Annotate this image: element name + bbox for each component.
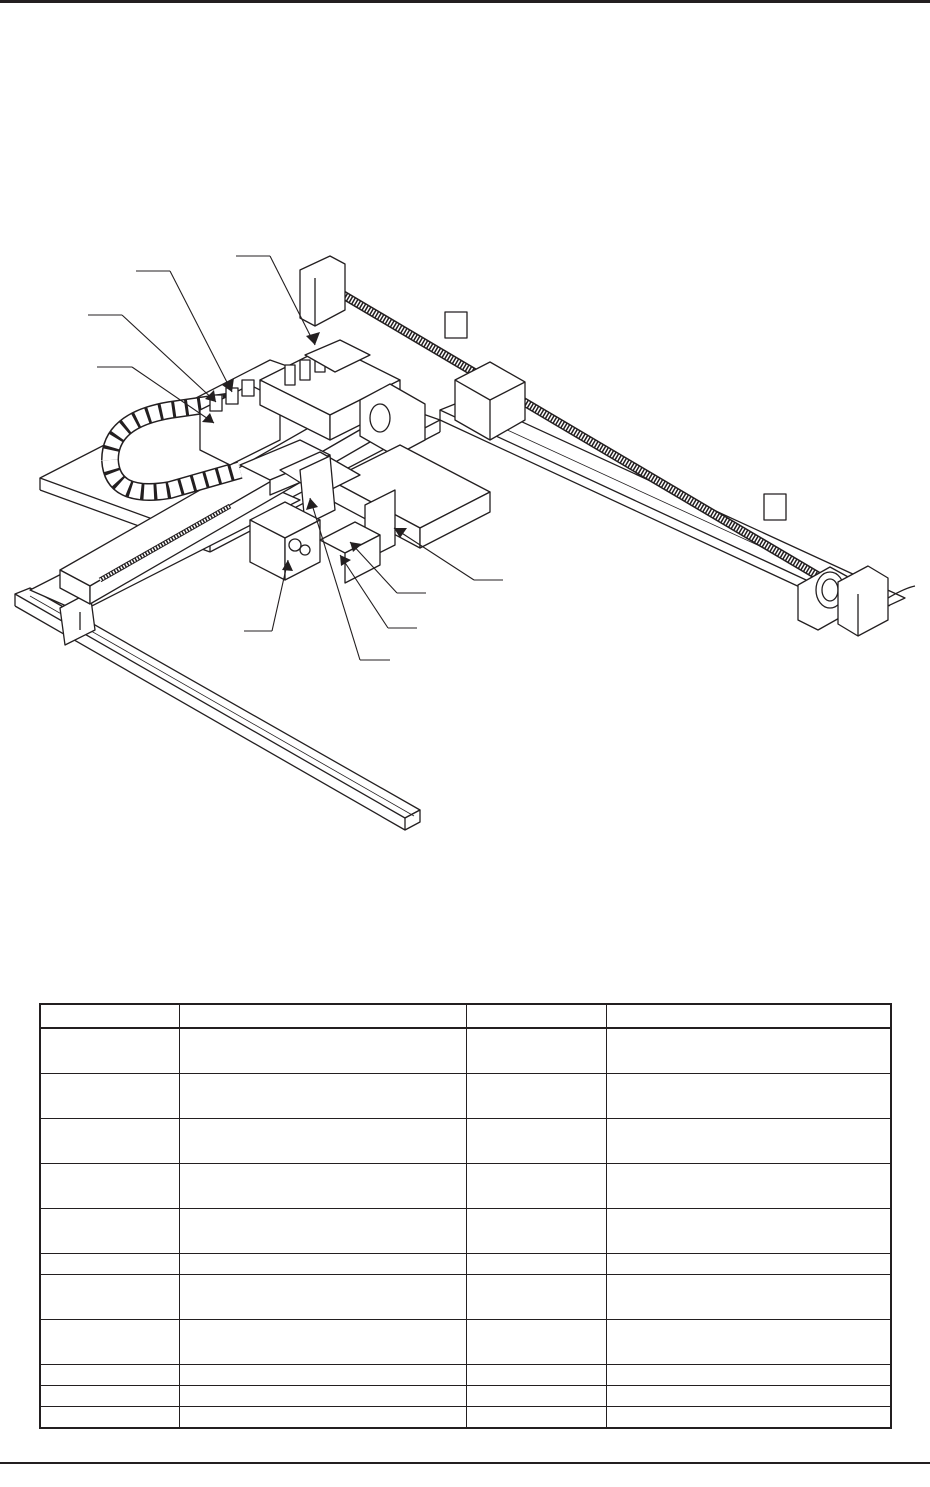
table-cell — [40, 1074, 179, 1119]
header-cell — [606, 1004, 891, 1028]
table-cell — [606, 1074, 891, 1119]
table-cell — [179, 1386, 466, 1407]
table-cell — [40, 1275, 179, 1320]
header-cell — [466, 1004, 606, 1028]
table-cell — [466, 1164, 606, 1209]
table-cell — [466, 1320, 606, 1365]
table-cell — [606, 1386, 891, 1407]
table-cell — [606, 1028, 891, 1074]
table-row — [40, 1320, 891, 1365]
table-cell — [40, 1164, 179, 1209]
table-cell — [179, 1119, 466, 1164]
table-cell — [466, 1407, 606, 1429]
table-row — [40, 1386, 891, 1407]
table-cell — [466, 1386, 606, 1407]
bottom-rule — [0, 1462, 930, 1464]
table-cell — [179, 1365, 466, 1386]
table-cell — [40, 1386, 179, 1407]
table-cell — [40, 1407, 179, 1429]
table-cell — [606, 1320, 891, 1365]
lower-bracket — [320, 522, 380, 583]
table-cell — [40, 1320, 179, 1365]
table-cell — [179, 1275, 466, 1320]
table-row — [40, 1164, 891, 1209]
table-cell — [179, 1164, 466, 1209]
table-cell — [606, 1164, 891, 1209]
table-header-row — [40, 1004, 891, 1028]
rear-bearing-block — [300, 256, 345, 326]
table-row — [40, 1275, 891, 1320]
table-cell — [179, 1074, 466, 1119]
table-row — [40, 1407, 891, 1429]
table-cell — [606, 1407, 891, 1429]
table-cell — [606, 1209, 891, 1254]
table-cell — [466, 1254, 606, 1275]
table-cell — [179, 1407, 466, 1429]
table-cell — [466, 1209, 606, 1254]
header-cell — [40, 1004, 179, 1028]
table-cell — [606, 1254, 891, 1275]
table-cell — [606, 1275, 891, 1320]
table-cell — [40, 1365, 179, 1386]
table-cell — [179, 1028, 466, 1074]
table-row — [40, 1254, 891, 1275]
table-row — [40, 1209, 891, 1254]
table-cell — [40, 1028, 179, 1074]
table-cell — [466, 1365, 606, 1386]
header-cell — [179, 1004, 466, 1028]
table-cell — [466, 1028, 606, 1074]
table-row — [40, 1074, 891, 1119]
table-cell — [179, 1320, 466, 1365]
table-row — [40, 1365, 891, 1386]
table-cell — [606, 1365, 891, 1386]
table-row — [40, 1028, 891, 1074]
table-cell — [179, 1209, 466, 1254]
table-cell — [606, 1119, 891, 1164]
table-cell — [466, 1074, 606, 1119]
table-cell — [40, 1209, 179, 1254]
parts-table — [39, 1003, 892, 1429]
table-cell — [40, 1254, 179, 1275]
table-cell — [466, 1119, 606, 1164]
table-cell — [466, 1275, 606, 1320]
table-cell — [40, 1119, 179, 1164]
table-row — [40, 1119, 891, 1164]
table-cell — [179, 1254, 466, 1275]
